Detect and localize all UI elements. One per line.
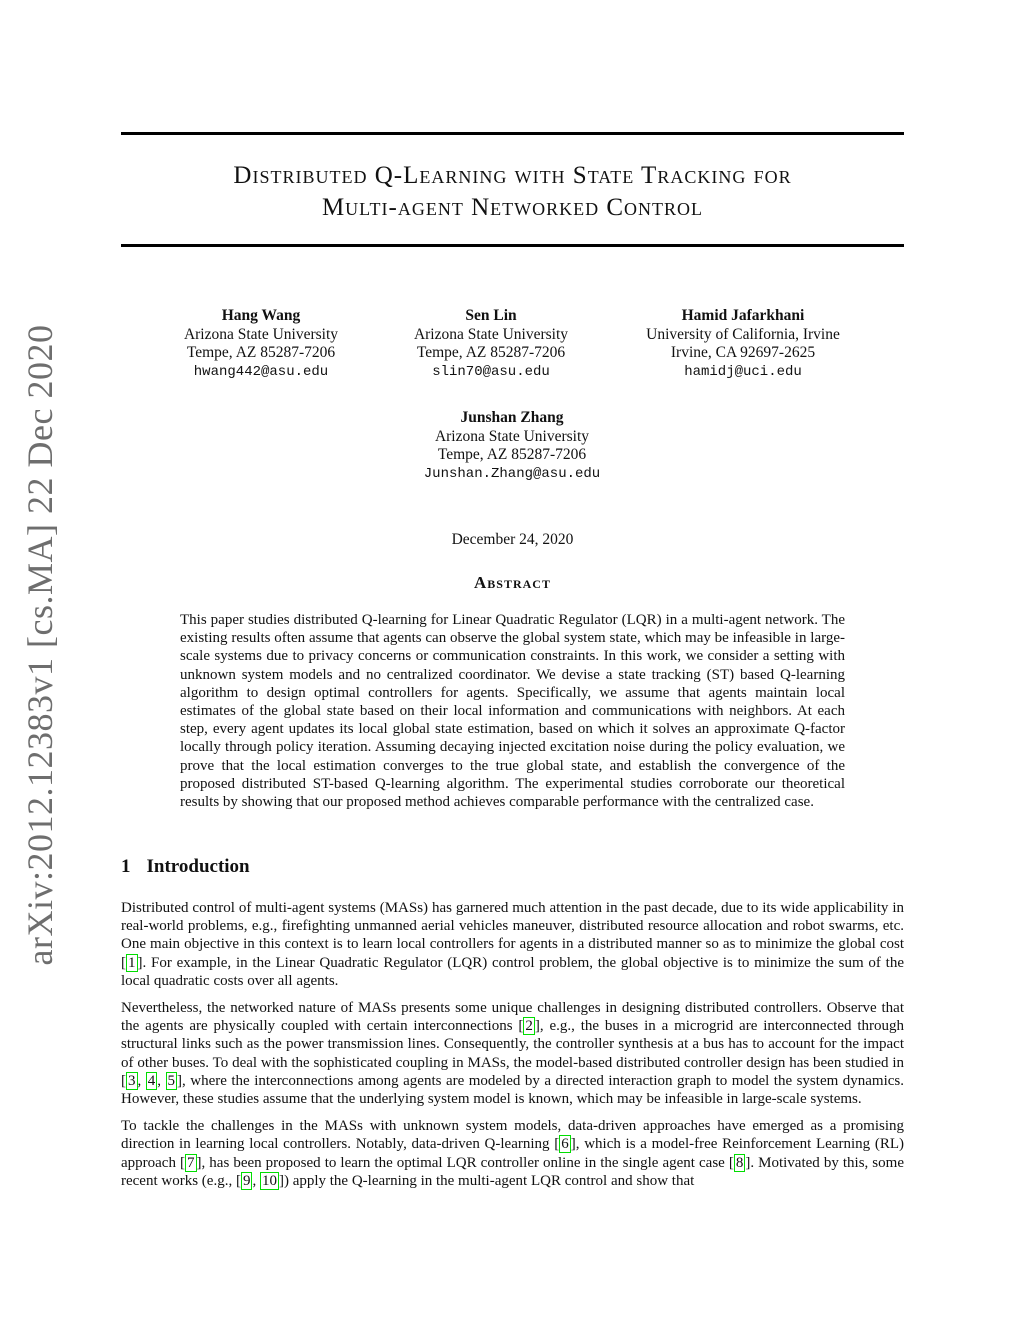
author-address: Tempe, AZ 85287-7206 xyxy=(186,344,336,361)
text-run: Distributed control of multi-agent systems (MASs) has garnered much attention in the past decade, due to its wide applicability in real-world problems, e.g., firefighting unmanned aerial vehicles maneuver, distributed resource allocation and robot swarms, etc. One main objective in this context is to learn local controllers for agents in a distributed manner so as to minimize the global cost [ xyxy=(121,900,904,971)
author-name: Hang Wang xyxy=(221,307,301,324)
paper-date: December 24, 2020 xyxy=(451,531,574,548)
author-block xyxy=(397,409,627,483)
author-email[interactable]: Junshan.Zhang@asu.edu xyxy=(423,465,601,482)
text-run: ], which is a model-free Reinforcement Learning (RL) approach [ xyxy=(121,1136,904,1171)
citation-link[interactable]: 9 xyxy=(242,1172,251,1189)
section-title: Introduction xyxy=(146,856,250,877)
author-block xyxy=(146,307,376,381)
text-run: ], has been proposed to learn the optimal LQR controller online in the single agent case [ xyxy=(196,1154,734,1171)
author-affiliation: University of California, Irvine xyxy=(646,325,840,343)
citation-link[interactable]: 7 xyxy=(187,1154,195,1171)
author-block xyxy=(376,307,606,381)
author-name: Hamid Jafarkhani xyxy=(681,307,805,324)
text-run: To tackle the challenges in the MASs with unknown system models, data-driven approaches have emerged as a promising direction in learning local controllers. Notably, data-driven Q-learning [ xyxy=(121,1118,904,1153)
author-block xyxy=(628,307,858,381)
author-name: Junshan Zhang xyxy=(460,409,564,426)
citation-link[interactable]: 6 xyxy=(561,1136,569,1153)
abstract-text: This paper studies distributed Q-learning for Linear Quadratic Regulator (LQR) in a multi-agent network. The existing results often assume that agents can observe the global system state, which may be infeasible in large-scale systems due to privacy concerns or communication constraints. In this work, we consider a setting with unknown system models and no centralized coordinator. We devise a state tracking (ST) based Q-learning algorithm to design optimal controllers for agents. Specifically, we assume that agents maintain local estimates of the global state based on their local information and communications with neighbors. At each step, every agent updates its local global state estimation, based on which it solves an approximate Q-factor locally through policy iteration. Assuming decaying injected excitation noise during the policy evaluation, we prove that the local estimation converges to the true global state, and establish the convergence of the proposed distributed ST-based Q-learning algorithm. The experimental studies corroborate our theoretical results by showing that our proposed method achieves comparable performance with the centralized case. xyxy=(180,612,845,811)
citation-link[interactable]: 4 xyxy=(147,1072,156,1089)
text-run: , xyxy=(252,1172,260,1189)
text-run: , xyxy=(137,1072,146,1089)
top-rule xyxy=(121,132,904,135)
author-email[interactable]: hamidj@uci.edu xyxy=(684,363,802,380)
section-number: 1 xyxy=(121,856,131,877)
paper-title xyxy=(121,160,904,224)
section-heading xyxy=(121,856,250,878)
author-email[interactable]: slin70@asu.edu xyxy=(432,363,550,380)
title-line-2: Multi-agent Networked Control xyxy=(321,194,704,221)
text-run: Nevertheless, the networked nature of MASs presents some unique challenges in designing distributed controllers. Observe that the agents are physically coupled with certain interconnections [ xyxy=(121,1000,904,1035)
title-line-1: Distributed Q-Learning with State Tracking for xyxy=(233,162,792,189)
author-affiliation: Arizona State University xyxy=(434,427,590,445)
paragraph xyxy=(121,1117,904,1190)
text-run: ]. For example, in the Linear Quadratic Regulator (LQR) control problem, the global objective is to minimize the sum of the local quadratic costs over all agents. xyxy=(121,954,904,989)
text-run: ], where the interconnections among agents are modeled by a directed interaction graph to model the system dynamics. However, these studies assume that the underlying system model is known, which may be infeasible in large-scale systems. xyxy=(121,1072,904,1108)
citation-link[interactable]: 2 xyxy=(525,1018,533,1035)
author-affiliation: Arizona State University xyxy=(183,325,339,343)
author-name: Sen Lin xyxy=(465,307,517,324)
arxiv-identifier: arXiv:2012.12383v1 [cs.MA] 22 Dec 2020 xyxy=(20,324,60,966)
text-run: , xyxy=(157,1072,166,1089)
paragraph xyxy=(121,899,904,990)
text-run: ], e.g., the buses in a microgrid are interconnected through structural links such as the power transmission lines. Consequently, the controller synthesis at a bus has to account for the impact of other buses. To deal with the sophisticated coupling in MASs, the model-based distributed controller design has been studied in [ xyxy=(121,1018,904,1089)
citation-link[interactable]: 1 xyxy=(128,954,136,971)
author-address: Irvine, CA 92697-2625 xyxy=(670,344,816,361)
citation-link[interactable]: 3 xyxy=(128,1072,136,1089)
section-body xyxy=(121,899,904,1199)
author-affiliation: Arizona State University xyxy=(413,325,569,343)
bottom-rule xyxy=(121,244,904,247)
author-address: Tempe, AZ 85287-7206 xyxy=(437,446,587,463)
arxiv-sidebar xyxy=(10,324,70,966)
text-run: ]) apply the Q-learning in the multi-agent LQR control and show that xyxy=(278,1172,695,1189)
citation-link[interactable]: 5 xyxy=(167,1072,175,1089)
abstract-heading: Abstract xyxy=(474,573,551,592)
author-address: Tempe, AZ 85287-7206 xyxy=(416,344,566,361)
citation-link[interactable]: 8 xyxy=(735,1154,744,1171)
paragraph xyxy=(121,999,904,1108)
author-email[interactable]: hwang442@asu.edu xyxy=(193,363,329,380)
citation-link[interactable]: 10 xyxy=(261,1172,277,1189)
text-run: ]. Motivated by this, some recent works (e.g., [ xyxy=(121,1154,904,1189)
